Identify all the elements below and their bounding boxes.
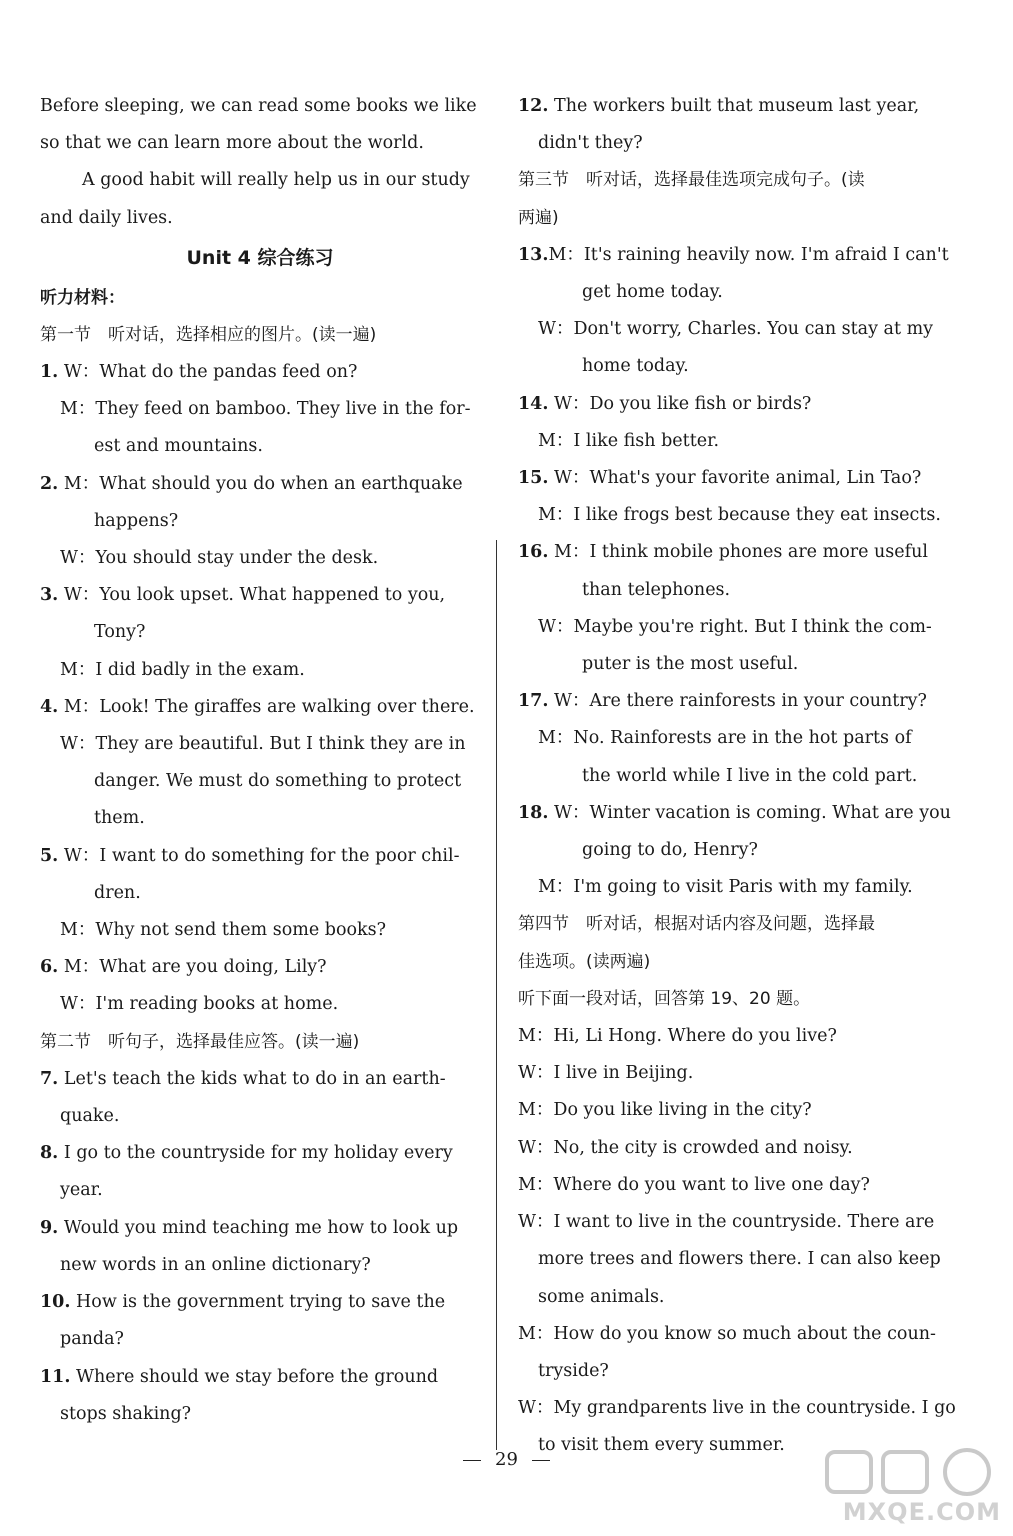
q3-line-b: M：I did badly in the exam.: [60, 659, 305, 680]
dialogue-line-2: W：I live in Beijing.: [518, 1063, 694, 1084]
q13-line-a1: [518, 237, 960, 274]
q1-line-b1: M：They feed on bamboo. They live in the for-: [60, 399, 471, 420]
q3-text-a1: W：You look upset. What happened to you,: [63, 585, 446, 606]
q15-text-a: W：What's your favorite animal, Lin Tao?: [554, 468, 922, 489]
intro-line-4: and daily lives.: [40, 207, 173, 228]
q4-number: 4.: [40, 696, 59, 717]
q14-line-a: [518, 386, 960, 423]
q18-line-b: M：I'm going to visit Paris with my family.: [538, 877, 913, 898]
footer-dash-right: [532, 1460, 550, 1461]
q18-line-a1: [518, 795, 960, 832]
intro-line-2: so that we can learn more about the world.: [40, 133, 424, 154]
section3-heading-line-1: 第三节 听对话，选择最佳选项完成句子。(读: [518, 170, 865, 191]
q5-line-a1: [40, 838, 480, 875]
listening-heading: 听力材料：: [40, 287, 125, 308]
section4-intro: 听下面一段对话，回答第 19、20 题。: [518, 988, 811, 1009]
q11-number: 11.: [40, 1366, 71, 1387]
left-column: [40, 88, 480, 1433]
q6-number: 6.: [40, 957, 59, 978]
watermark-logo: [821, 1446, 1001, 1526]
q12-number: 12.: [518, 96, 549, 116]
q12-line-1: [518, 88, 960, 125]
q17-text-a: W：Are there rainforests in your country?: [554, 691, 927, 712]
q7-number: 7.: [40, 1068, 59, 1089]
q14-text-a: W：Do you like fish or birds?: [554, 393, 812, 414]
q8-line-1: [40, 1135, 480, 1172]
q6-text-a: M：What are you doing, Lily?: [63, 957, 327, 978]
q15-number: 15.: [518, 468, 549, 489]
right-column: [518, 88, 960, 1465]
q13-line-b1: W：Don't worry, Charles. You can stay at my: [538, 319, 934, 340]
section1-heading: 第一节 听对话，选择相应的图片。(读一遍): [40, 324, 377, 345]
q5-text-a1: W：I want to do something for the poor chil-: [63, 845, 460, 866]
q16-line-b1: W：Maybe you're right. But I think the com-: [538, 616, 932, 637]
q17-line-b1: M：No. Rainforests are in the hot parts of: [538, 728, 912, 749]
q11-line-2: stops shaking?: [60, 1403, 192, 1424]
page-number: 29: [495, 1449, 518, 1470]
q10-number: 10.: [40, 1292, 71, 1313]
q16-text-a1: M：I think mobile phones are more useful: [554, 542, 928, 563]
q8-text-1: I go to the countryside for my holiday every: [63, 1143, 453, 1164]
dialogue-line-8a: W：My grandparents live in the countryside. I go: [518, 1398, 956, 1419]
section4-heading-line-1: 第四节 听对话，根据对话内容及问题，选择最: [518, 914, 875, 935]
q9-text-1: Would you mind teaching me how to look up: [63, 1217, 459, 1238]
q1-number: 1.: [40, 362, 59, 383]
dialogue-line-7a: M：How do you know so much about the coun-: [518, 1323, 936, 1344]
q6-line-a: [40, 949, 480, 986]
q7-line-1: [40, 1061, 480, 1098]
dialogue-line-6c: some animals.: [538, 1286, 665, 1307]
q16-line-a2: than telephones.: [582, 579, 731, 600]
q14-number: 14.: [518, 393, 549, 414]
q16-number: 16.: [518, 542, 549, 563]
dialogue-line-7b: tryside?: [538, 1360, 609, 1381]
watermark-emblem-icon: [821, 1446, 1001, 1500]
q5-number: 5.: [40, 845, 59, 866]
q15-line-b: M：I like frogs best because they eat insects.: [538, 505, 941, 526]
q13-number: 13.: [518, 244, 549, 265]
q13-line-a2: get home today.: [582, 282, 723, 303]
q9-number: 9.: [40, 1217, 59, 1238]
dialogue-line-3: M：Do you like living in the city?: [518, 1100, 812, 1121]
q18-text-a1: W：Winter vacation is coming. What are you: [554, 802, 951, 823]
q7-text-1: Let's teach the kids what to do in an earth-: [63, 1068, 446, 1089]
q3-line-a1: [40, 577, 480, 614]
footer-dash-left: [463, 1460, 481, 1461]
q16-line-b2: puter is the most useful.: [582, 654, 799, 675]
q4-line-a: [40, 689, 480, 726]
q9-line-1: [40, 1210, 480, 1247]
q4-text-a: M：Look! The giraffes are walking over there.: [63, 696, 475, 717]
dialogue-line-5: M：Where do you want to live one day?: [518, 1174, 870, 1195]
column-divider: [496, 540, 497, 1450]
q10-line-1: [40, 1284, 480, 1321]
dialogue-line-8b: to visit them every summer.: [538, 1435, 785, 1456]
q8-line-2: year.: [60, 1180, 103, 1201]
q2-text-a1: M：What should you do when an earthquake: [63, 473, 463, 494]
q10-text-1: How is the government trying to save the: [76, 1292, 446, 1313]
section3-heading-line-2: 两遍): [518, 207, 559, 228]
q18-number: 18.: [518, 802, 549, 823]
q12-line-2: didn't they?: [538, 133, 643, 154]
q17-line-b2: the world while I live in the cold part.: [582, 765, 918, 786]
q14-line-b: M：I like fish better.: [538, 430, 720, 451]
dialogue-line-6b: more trees and flowers there. I can also keep: [538, 1249, 941, 1270]
q11-line-1: [40, 1359, 480, 1396]
dialogue-line-1: M：Hi, Li Hong. Where do you live?: [518, 1026, 837, 1047]
q11-text-1: Where should we stay before the ground: [76, 1366, 439, 1387]
q2-line-a1: [40, 466, 480, 503]
q6-line-b: W：I'm reading books at home.: [60, 994, 339, 1015]
q16-line-a1: [518, 534, 960, 571]
q5-line-a2: dren.: [94, 882, 141, 903]
intro-line-3: A good habit will really help us in our study: [82, 170, 470, 191]
q15-line-a: [518, 460, 960, 497]
watermark-text: MXQE.COM: [842, 1498, 1001, 1526]
dialogue-line-4: W：No, the city is crowded and noisy.: [518, 1137, 853, 1158]
q2-line-a2: happens?: [94, 510, 179, 531]
q10-line-2: panda?: [60, 1329, 124, 1350]
q1-text-a: W：What do the pandas feed on?: [63, 362, 358, 383]
q17-line-a: [518, 683, 960, 720]
q3-number: 3.: [40, 585, 59, 606]
dialogue-line-6a: W：I want to live in the countryside. There are: [518, 1212, 935, 1233]
q1-line-a: [40, 354, 480, 391]
q4-line-b1: W：They are beautiful. But I think they are in: [60, 734, 466, 755]
q1-line-b2: est and mountains.: [94, 436, 263, 457]
q3-line-a2: Tony?: [94, 622, 146, 643]
q4-line-b2: danger. We must do something to protect: [94, 771, 462, 792]
q7-line-2: quake.: [60, 1106, 120, 1127]
q17-number: 17.: [518, 691, 549, 712]
intro-line-1: Before sleeping, we can read some books we like: [40, 96, 477, 116]
q9-line-2: new words in an online dictionary?: [60, 1254, 371, 1275]
q8-number: 8.: [40, 1143, 59, 1164]
unit-title: Unit 4 综合练习: [186, 246, 334, 269]
section4-heading-line-2: 佳选项。(读两遍): [518, 951, 651, 972]
q2-number: 2.: [40, 473, 59, 494]
q5-line-b: M：Why not send them some books?: [60, 920, 386, 941]
q18-line-a2: going to do, Henry?: [582, 840, 758, 861]
section2-heading: 第二节 听句子，选择最佳应答。(读一遍): [40, 1031, 360, 1052]
q12-text-1: The workers built that museum last year,: [554, 96, 920, 116]
q13-text-a1: M：It's raining heavily now. I'm afraid I can't: [548, 244, 949, 265]
q4-line-b3: them.: [94, 808, 145, 829]
q2-line-b: W：You should stay under the desk.: [60, 548, 379, 569]
q13-line-b2: home today.: [582, 356, 689, 377]
